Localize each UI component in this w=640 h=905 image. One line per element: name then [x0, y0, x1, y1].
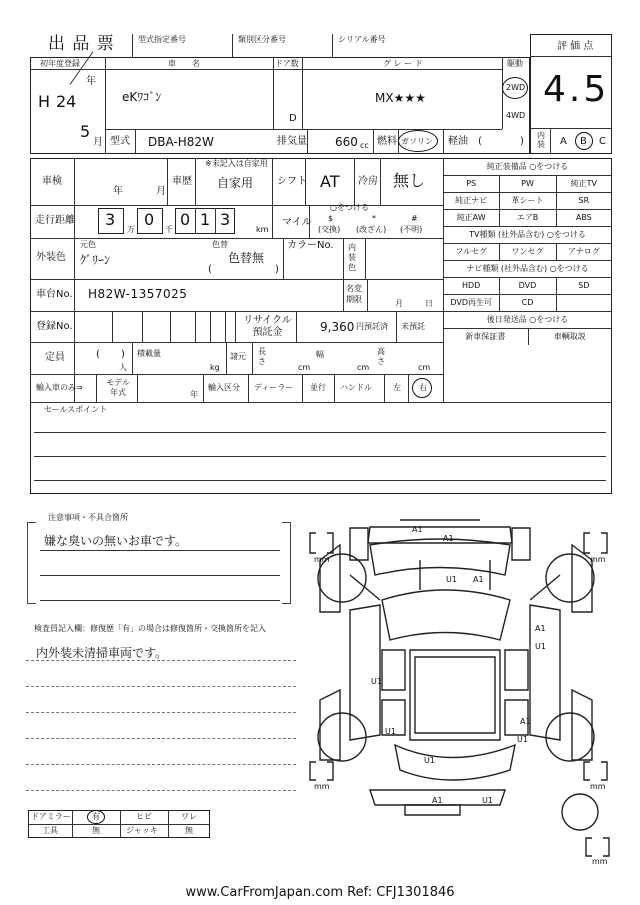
- damage-mark: U1: [517, 735, 528, 744]
- mileage-star: *: [372, 214, 376, 223]
- shaken-month-unit: 月: [156, 186, 166, 197]
- shaken-year-unit: 年: [113, 186, 123, 197]
- carname-label: 車 名: [168, 59, 204, 68]
- equipment-later-item: 新車保証書: [465, 332, 506, 341]
- serial-no-label: シリアル番号: [338, 35, 386, 44]
- dims-height-cm: cm: [418, 363, 431, 372]
- load-label: 積載量: [137, 349, 161, 358]
- equipment-item: 純正ナビ: [455, 196, 488, 205]
- chassis-value: H82W-1357025: [88, 287, 188, 301]
- equipment-later-title: 後日発送品 ○をつける: [486, 315, 569, 324]
- score-value: 4.5: [543, 69, 610, 110]
- inspector-label: 検査員記入欄：修復歴「有」の場合は修復箇所・交換箇所を記入: [34, 624, 266, 633]
- mileage-dollar: $: [328, 214, 334, 223]
- mileage-digit-3: 0: [180, 210, 191, 229]
- history-note: ※未記入は自家用: [205, 159, 268, 168]
- drive-2wd: 2WD: [506, 83, 526, 92]
- handle-right: 右: [419, 383, 427, 392]
- grade-value: MX★★★: [375, 91, 426, 105]
- interior-b: B: [580, 136, 587, 147]
- first-reg-month: 5: [80, 122, 91, 141]
- class-no-label: 類別区分番号: [238, 35, 286, 44]
- color-label: 外装色: [36, 252, 66, 263]
- equipment-tv-title: TV種類 (社外品含む) ○をつける: [469, 230, 586, 239]
- recycle-value: 9,360: [320, 320, 355, 334]
- equipment-tv-item: ワンセグ: [511, 247, 544, 256]
- dims-label: 諸元: [230, 352, 246, 361]
- mileage-mile: マイル: [282, 217, 312, 228]
- equipment-navi-item: CD: [521, 298, 534, 307]
- color-paren-open: (: [208, 264, 212, 275]
- handle-label: ハンドル: [340, 383, 372, 392]
- mirror-circle: [87, 810, 105, 824]
- equipment-item: エアB: [516, 213, 539, 222]
- damage-mark: A1: [443, 534, 454, 543]
- model-no-label: 型式指定番号: [138, 35, 186, 44]
- mm-spare: mm: [592, 857, 608, 866]
- type-value: DBA-H82W: [148, 135, 214, 149]
- inspector-text: 内外装未清掃車両です。: [36, 646, 168, 660]
- equipment-navi-item: DVD: [518, 281, 537, 290]
- import-model-year: モデル年式: [106, 378, 130, 397]
- carname-value: eKﾜｺﾞﾝ: [122, 90, 162, 104]
- color-original-label: 元色: [80, 240, 96, 249]
- interior-label: 内装: [537, 131, 545, 149]
- jack-value: 無: [185, 826, 193, 835]
- equipment-item: ABS: [575, 213, 592, 222]
- interior-color-label: 内装色: [348, 243, 356, 272]
- damage-mark: A1: [520, 717, 531, 726]
- equipment-item: 革シート: [511, 196, 544, 205]
- mileage-sen: 千: [165, 225, 173, 234]
- interior-c: C: [599, 136, 606, 147]
- mirror-label: ドアミラー: [31, 812, 71, 821]
- damage-mark: A1: [432, 796, 443, 805]
- equipment-navi-item: HDD: [461, 281, 481, 290]
- mileage-digit-1: 3: [105, 210, 116, 229]
- equipment-later-item: 車輌取説: [553, 332, 586, 341]
- load-kg: kg: [210, 363, 220, 372]
- color-changed: 色替無: [228, 251, 265, 265]
- shift-label: シフト: [277, 176, 307, 187]
- mirror-value: 有: [92, 812, 100, 821]
- doors-label: ドア数: [275, 59, 299, 68]
- color-original: ｸﾞﾘｰﾝ: [80, 253, 111, 267]
- equipment-tv-item: アナログ: [567, 247, 600, 256]
- displacement-value: 660: [335, 135, 358, 149]
- registration-label: 登録No.: [36, 321, 73, 332]
- mileage-digit-5: 3: [220, 210, 231, 229]
- doors-suffix: D: [289, 113, 297, 124]
- fuel-paren-close: ): [520, 136, 524, 147]
- name-change-label: 名変期限: [346, 284, 362, 304]
- equipment-navi-item: SD: [578, 281, 590, 290]
- equipment-item: 純正TV: [570, 179, 597, 188]
- grade-label: グ レ ー ド: [383, 59, 423, 68]
- damage-mark: A1: [535, 624, 546, 633]
- mileage-digit-2: 0: [144, 210, 155, 229]
- damage-mark: U1: [424, 756, 435, 765]
- drive-4wd: 4WD: [506, 111, 526, 120]
- damage-mark: A1: [473, 575, 484, 584]
- displacement-label: 排気量: [277, 136, 307, 147]
- first-reg-year: 24: [56, 92, 77, 111]
- equipment-item: SR: [578, 196, 590, 205]
- equipment-navi-item: DVD再生可: [450, 298, 492, 307]
- color-paren-close: ): [275, 264, 279, 275]
- caution-text: 嫌な臭いの無いお車です。: [44, 534, 188, 548]
- recycle-label: リサイクル預託金: [243, 315, 292, 338]
- month-unit: 月: [93, 137, 103, 148]
- mileage-man: 万: [127, 225, 135, 234]
- damage-mark: U1: [535, 642, 546, 651]
- import-dealer: ディーラー: [254, 383, 294, 392]
- shaken-label: 車検: [42, 176, 62, 187]
- first-reg-era: H: [38, 92, 51, 111]
- shift-value: AT: [320, 172, 340, 191]
- capacity-people-unit: 人: [119, 363, 127, 372]
- chassis-label: 車台No.: [36, 289, 73, 300]
- damage-mark: A1: [412, 525, 423, 534]
- jack-label: ジャッキ: [126, 826, 158, 835]
- recycle-unit: 円預託済: [356, 322, 388, 331]
- year-unit: 年: [86, 76, 96, 87]
- capacity-paren-open: (: [96, 349, 100, 360]
- ac-label: 冷房: [358, 176, 378, 187]
- equipment-item: 純正AW: [456, 213, 486, 222]
- score-label: 評 価 点: [557, 41, 594, 52]
- handle-left: 左: [393, 383, 401, 392]
- tool-label: 工具: [42, 826, 58, 835]
- fuel-paren-open: (: [478, 136, 482, 147]
- fuel-gasoline: ガソリン: [401, 137, 433, 146]
- caution-label: 注意事項・不具合箇所: [48, 513, 128, 522]
- crack-label: ヒビ: [136, 812, 152, 821]
- dims-length-cm: cm: [298, 363, 311, 372]
- name-change-day: 日: [425, 299, 433, 308]
- equipment-item: PS: [466, 179, 477, 188]
- fuel-diesel: 軽油: [448, 136, 468, 147]
- import-label: 輸入車のみ⇒: [36, 383, 83, 392]
- drive-label: 駆動: [507, 59, 523, 68]
- damage-mark: U1: [371, 677, 382, 686]
- history-label: 車歴: [172, 176, 192, 187]
- color-changed-label: 色替: [212, 240, 228, 249]
- import-type-label: 輸入区分: [208, 383, 240, 392]
- ac-value: 無し: [393, 171, 426, 190]
- mileage-circle-note: ○をつける: [330, 203, 369, 212]
- mileage-unknown: (不明): [400, 225, 423, 234]
- dims-width-cm: cm: [357, 363, 370, 372]
- sheet-title: 出 品 票: [48, 34, 115, 54]
- dims-width: 幅: [316, 350, 324, 359]
- fuel-label: 燃料: [377, 136, 397, 147]
- dims-height: 高さ: [377, 347, 385, 366]
- damage-mark: U1: [446, 575, 457, 584]
- mm-rear-left: mm: [314, 782, 330, 791]
- name-change-month: 月: [395, 299, 403, 308]
- mileage-exchange: (交換): [318, 225, 341, 234]
- mileage-km: km: [256, 225, 269, 234]
- mm-front-left: mm: [314, 555, 330, 564]
- import-parallel: 並行: [310, 383, 326, 392]
- damage-mark: U1: [482, 796, 493, 805]
- first-reg-label: 初年度登録: [40, 59, 80, 68]
- mileage-altered: (改ざん): [356, 225, 387, 234]
- mm-rear-right: mm: [590, 782, 606, 791]
- break-label: ワレ: [181, 812, 197, 821]
- mm-front-right: mm: [590, 555, 606, 564]
- interior-selected-circle: [575, 132, 593, 150]
- history-value: 自家用: [217, 176, 254, 190]
- footer-ref: www.CarFromJapan.com Ref: CFJ1301846: [185, 885, 455, 900]
- damage-mark: U1: [385, 727, 396, 736]
- sales-point-label: セールスポイント: [44, 405, 108, 414]
- dims-length: 長さ: [258, 347, 266, 366]
- capacity-paren-close: ): [121, 349, 125, 360]
- mileage-label: 走行距離: [35, 215, 75, 226]
- color-no-label: カラーNo.: [287, 240, 334, 251]
- handle-right-circle: [412, 378, 432, 398]
- fuel-gasoline-circle: [398, 130, 438, 152]
- equipment-navi-title: ナビ種類 (社外品含む) ○をつける: [466, 264, 589, 273]
- interior-a: A: [560, 136, 567, 147]
- equipment-std-title: 純正装備品 ○をつける: [486, 162, 569, 171]
- equipment-item: PW: [521, 179, 534, 188]
- import-year-unit: 年: [190, 390, 198, 399]
- equipment-tv-item: フルセグ: [455, 247, 487, 256]
- drive-2wd-circle: [502, 77, 528, 99]
- type-label: 型式: [110, 136, 130, 147]
- mileage-hash: #: [411, 214, 418, 223]
- capacity-label: 定員: [45, 352, 65, 363]
- tool-value: 無: [92, 826, 100, 835]
- displacement-unit: cc: [360, 141, 369, 150]
- recycle-unpaid: 未預託: [401, 322, 425, 331]
- mileage-digit-4: 1: [200, 210, 211, 229]
